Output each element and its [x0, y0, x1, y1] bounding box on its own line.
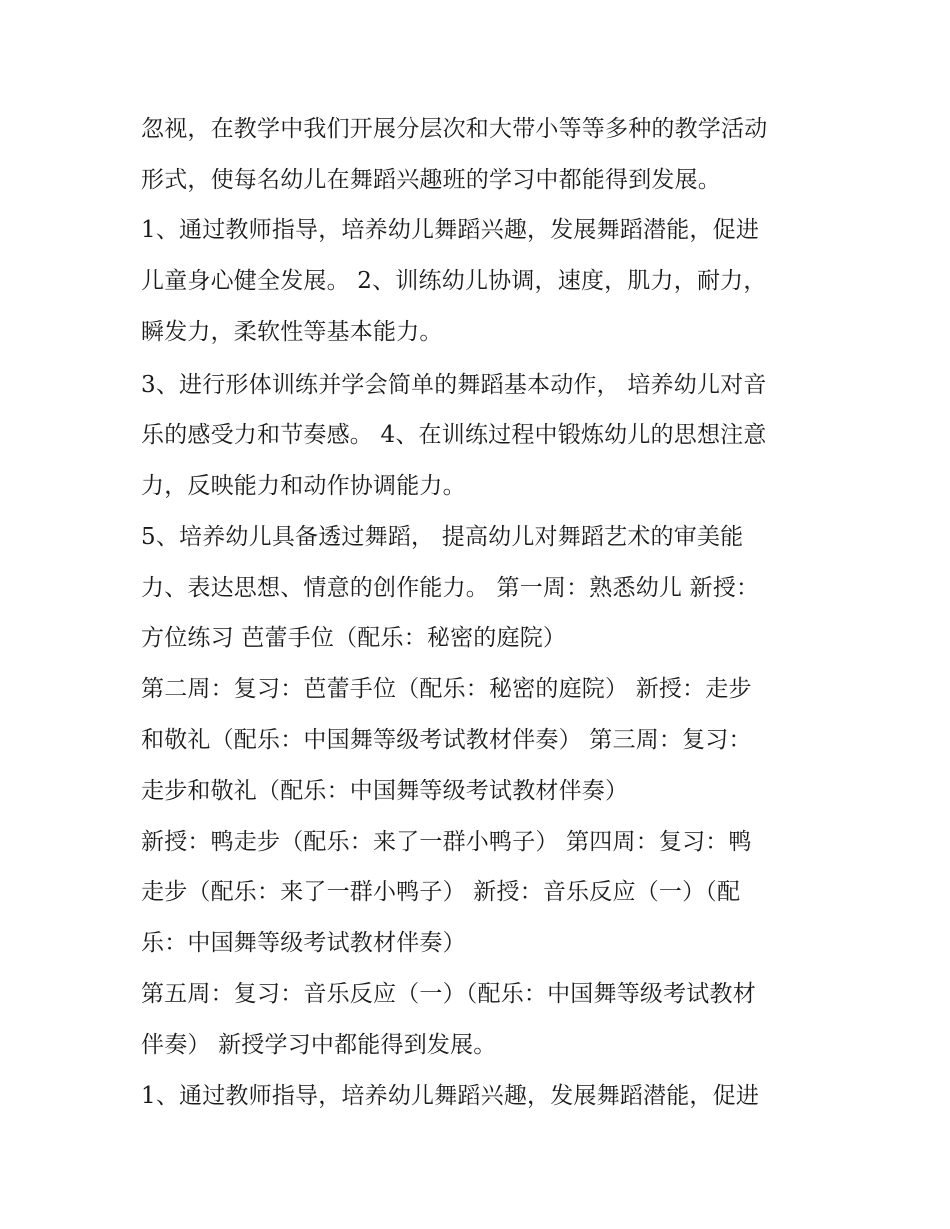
text-line: 和敬礼（配乐：中国舞等级考试教材伴奏） 第三周：复习：	[141, 727, 752, 753]
text-line: 乐的感受力和节奏感。 4、在训练过程中锻炼幼儿的思想注意	[141, 422, 767, 448]
text-line: 1、通过教师指导，培养幼儿舞蹈兴趣，发展舞蹈潜能，促进	[141, 217, 760, 243]
text-line: 5、培养幼儿具备透过舞蹈， 提高幼儿对舞蹈艺术的审美能	[141, 524, 744, 550]
text-line: 第二周：复习：芭蕾手位（配乐：秘密的庭院） 新授：走步	[141, 676, 752, 702]
text-line: 走步和敬礼（配乐：中国舞等级考试教材伴奏）	[141, 778, 629, 804]
text-line: 走步（配乐：来了一群小鸭子） 新授：音乐反应（一）（配	[141, 879, 741, 905]
text-line: 方位练习 芭蕾手位（配乐：秘密的庭院）	[141, 625, 567, 651]
text-line: 力、表达思想、情意的创作能力。 第一周：熟悉幼儿 新授：	[141, 575, 760, 601]
text-line: 新授：鸭走步（配乐：来了一群小鸭子） 第四周：复习：鸭	[141, 829, 752, 855]
text-line: 伴奏） 新授学习中都能得到发展。	[141, 1032, 497, 1058]
text-line: 力，反映能力和动作协调能力。	[141, 473, 466, 499]
text-line: 3、进行形体训练并学会简单的舞蹈基本动作， 培养幼儿对音	[141, 372, 767, 398]
text-line: 1、通过教师指导，培养幼儿舞蹈兴趣，发展舞蹈潜能，促进	[141, 1083, 760, 1109]
text-line: 儿童身心健全发展。 2、训练幼儿协调，速度，肌力，耐力，	[141, 268, 767, 294]
text-line: 形式，使每名幼儿在舞蹈兴趣班的学习中都能得到发展。	[141, 167, 721, 193]
text-line: 瞬发力，柔软性等基本能力。	[141, 319, 443, 345]
text-line: 乐：中国舞等级考试教材伴奏）	[141, 930, 466, 956]
text-line: 忽视，在教学中我们开展分层次和大带小等等多种的教学活动	[141, 116, 768, 142]
text-line: 第五周：复习：音乐反应（一）（配乐：中国舞等级考试教材	[141, 981, 756, 1007]
